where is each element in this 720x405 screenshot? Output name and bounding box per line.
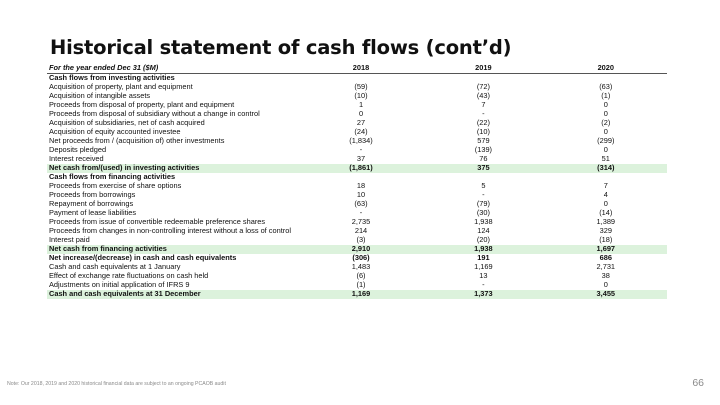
row-label: Net proceeds from / (acquisition of) other investments [49,136,225,146]
cell-2020: 0 [603,199,608,209]
cell-2020: (2) [601,118,611,128]
cell-2020: 0 [603,100,608,110]
cell-2018: (24) [354,127,368,137]
row-label: Repayment of borrowings [49,199,134,209]
table-row [47,200,667,209]
cell-2020: (63) [599,82,613,92]
total-row [47,290,667,299]
cell-2020: 3,455 [545,290,667,299]
cell-2019: 7 [481,100,486,110]
year-header-2018: 2018 [300,63,422,74]
cell-2020: 7 [603,181,608,191]
row-label: Proceeds from disposal of property, plant and equipment [49,100,235,110]
cell-2019: - [482,190,485,200]
cell-2018: (59) [354,82,368,92]
cell-2018: (6) [356,271,366,281]
cell-2020: 38 [601,271,610,281]
cell-2019: - [482,109,485,119]
cell-2019: 13 [479,271,488,281]
slide-title: Historical statement of cash flows (cont’d) [50,36,512,59]
cell-2019: (72) [476,82,490,92]
cell-2018: (10) [354,91,368,101]
cell-2020: (14) [599,208,613,218]
cell-2018: 0 [358,109,364,119]
cell-2018: 1,169 [300,290,422,299]
cell-2018: 18 [356,181,366,191]
period-header: For the year ended Dec 31 ($M) [47,63,300,74]
cell-2019: (79) [476,199,490,209]
row-label: Interest received [49,154,104,164]
cell-2019: 191 [477,253,490,263]
table-body [47,74,667,300]
cell-2020: 0 [603,127,608,137]
cell-2018: (1,861) [300,164,422,173]
table-header-row [47,63,667,74]
cell-2018: (1) [356,280,366,290]
cell-2018: (306) [352,253,370,263]
cell-2018: 37 [356,154,366,164]
row-label: Payment of lease liabilities [49,208,137,218]
row-label: Proceeds from borrowings [49,190,136,200]
cell-2020: 51 [601,154,610,164]
row-label: Cash and cash equivalents at 31 December [47,290,300,299]
cash-flow-table [47,63,667,299]
cell-2019: 579 [477,136,490,146]
cell-2019: 124 [477,226,490,236]
cell-2020: (1) [601,91,611,101]
cell-2019: 1,938 [422,245,544,254]
cell-2019: 375 [422,164,544,173]
row-label: Proceeds from exercise of share options [49,181,182,191]
cell-2019: - [482,280,485,290]
cell-2020: 1,697 [545,245,667,254]
row-label: Interest paid [49,235,90,245]
cell-2019: 1,938 [474,217,493,227]
cell-2018: - [359,208,363,218]
row-label: Net cash from financing activities [47,245,300,254]
row-label: Proceeds from issue of convertible redeemable preference shares [49,217,266,227]
cell-2018: 2,910 [300,245,422,254]
row-label: Acquisition of intangible assets [49,91,151,101]
row-label: Cash flows from financing activities [49,172,176,182]
row-label: Acquisition of property, plant and equipment [49,82,193,92]
cell-2018: (1,834) [349,136,373,146]
cell-2020: (18) [599,235,613,245]
cell-2020: 686 [599,253,612,263]
cell-2018: (3) [356,235,366,245]
cell-2018: (63) [354,199,368,209]
footnote: Note: Our 2018, 2019 and 2020 historical financial data are subject to an ongoing PCAOB audit [7,381,226,387]
cell-2019: 5 [481,181,486,191]
year-header-2020: 2020 [545,63,667,74]
cell-2018: 1 [358,100,364,110]
cell-2019: (10) [476,127,490,137]
cell-2019: 1,169 [474,262,493,272]
year-header-2019: 2019 [422,63,544,74]
page-number: 66 [692,377,704,389]
cell-2018: 1,483 [351,262,371,272]
cell-2019: (22) [476,118,490,128]
cell-2020: 1,389 [596,217,616,227]
row-label: Cash flows from investing activities [49,73,175,83]
row-label: Acquisition of equity accounted investee [49,127,181,137]
row-label: Net increase/(decrease) in cash and cash equivalents [49,253,237,263]
row-label: Cash and cash equivalents at 1 January [49,262,181,272]
cell-2019: (139) [474,145,493,155]
row-label: Deposits pledged [49,145,107,155]
row-label: Net cash from/(used) in investing activities [47,164,300,173]
cell-2020: 4 [603,190,608,200]
cell-2020: (299) [597,136,615,146]
row-label: Proceeds from changes in non-controlling interest without a loss of control [49,226,291,236]
cell-2019: (20) [476,235,490,245]
cell-2018: 10 [356,190,366,200]
cell-2019: (30) [476,208,490,218]
row-label: Adjustments on initial application of IFRS 9 [49,280,190,290]
cell-2019: 1,373 [422,290,544,299]
table-row [47,137,667,146]
cell-2019: 76 [479,154,488,164]
cell-2018: - [359,145,363,155]
cell-2018: 2,735 [351,217,371,227]
cell-2020: 329 [599,226,612,236]
cell-2020: 2,731 [596,262,616,272]
cell-2018: 214 [354,226,368,236]
cell-2020: 0 [603,145,608,155]
row-label: Acquisition of subsidiaries, net of cash acquired [49,118,205,128]
row-label: Proceeds from disposal of subsidiary without a change in control [49,109,260,119]
cell-2019: (43) [476,91,490,101]
cell-2020: (314) [545,164,667,173]
cell-2020: 0 [603,109,608,119]
cell-2020: 0 [603,280,608,290]
row-label: Effect of exchange rate fluctuations on cash held [49,271,209,281]
cell-2018: 27 [356,118,366,128]
